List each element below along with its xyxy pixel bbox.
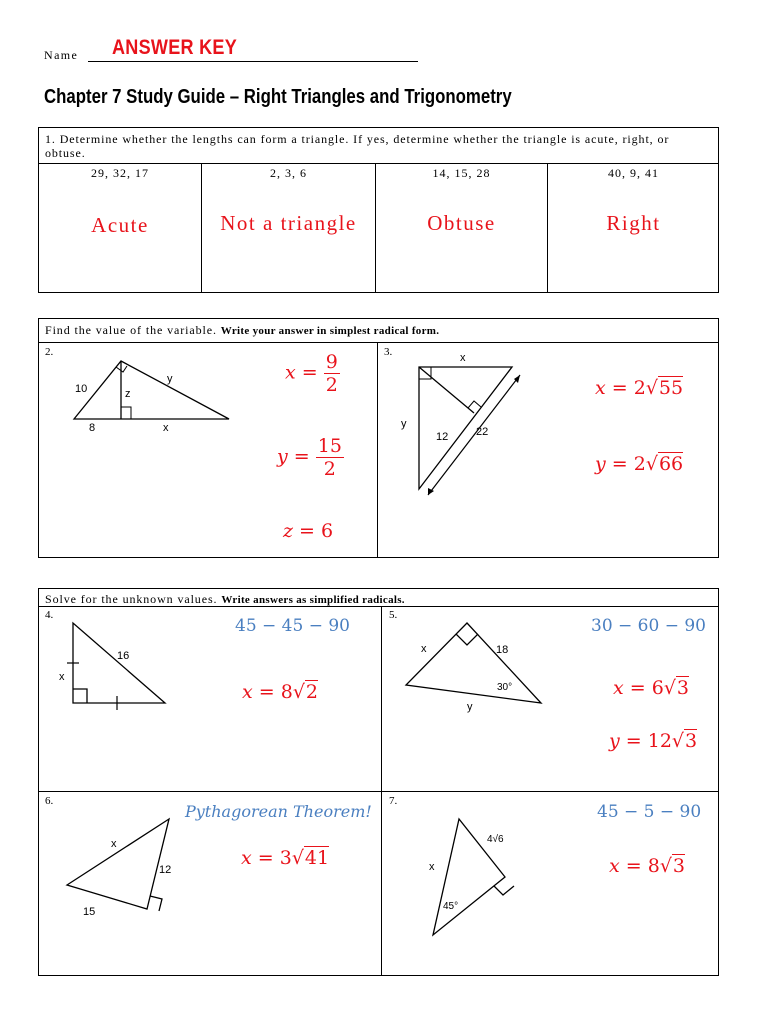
- section2-grid-line: [38, 342, 719, 343]
- section1-prompt: 1. Determine whether the lengths can form a triangle. If yes, determine whether the triangle is acute, right, or obtuse.: [45, 132, 670, 160]
- label-x: x: [111, 838, 117, 850]
- problem3-diagram: [394, 349, 529, 499]
- label-x: x: [421, 643, 427, 655]
- label-12: 12: [159, 864, 172, 876]
- label-y: y: [467, 701, 473, 713]
- section2-prompt-bold: Write your answer in simplest radical form.: [220, 325, 440, 337]
- answer-x: x = 8√2: [242, 681, 319, 703]
- classification-answer: Acute: [91, 213, 149, 237]
- problem-number: 7.: [389, 795, 398, 807]
- answer-y: y = 2√66: [595, 453, 684, 475]
- answer-y: y = 12√3: [609, 730, 698, 752]
- triangle-type-label: 45 − 5 − 90: [597, 802, 702, 822]
- y-coef: 2: [633, 453, 646, 475]
- label-4-root-6: 4√6: [487, 834, 504, 845]
- y-denominator: 2: [323, 458, 336, 480]
- label-12: 12: [436, 431, 449, 443]
- label-45-degrees: 45°: [443, 901, 459, 912]
- section3-grid-line: [38, 791, 719, 792]
- name-line: [88, 61, 418, 62]
- problem-number: 2.: [45, 346, 54, 358]
- label-22: 22: [476, 426, 489, 438]
- label-x: x: [429, 861, 435, 873]
- x-coef: 6: [651, 677, 664, 699]
- label-18: 18: [496, 644, 509, 656]
- problem-number: 4.: [45, 609, 54, 621]
- problem5-diagram: [401, 617, 551, 717]
- x-radicand: 55: [658, 377, 684, 399]
- lengths-label: 2, 3, 6: [270, 166, 307, 180]
- answer-x: x = 6√3: [613, 677, 690, 699]
- x-coef: 3: [279, 847, 292, 869]
- x-denominator: 2: [325, 374, 338, 396]
- x-radicand: 3: [676, 677, 690, 699]
- label-15: 15: [83, 906, 96, 918]
- x-coef: 8: [280, 681, 293, 703]
- label-x: x: [163, 422, 169, 434]
- x-radicand: 2: [305, 681, 319, 703]
- x-radicand: 41: [304, 847, 330, 869]
- answer-x: x = 8√3: [609, 855, 686, 877]
- label-y: y: [401, 418, 407, 430]
- section-solve-unknowns: [38, 588, 719, 976]
- label-10: 10: [75, 383, 88, 395]
- section-find-variable: [38, 318, 719, 558]
- answer-x: x = $\frac{9}{2}$: [285, 351, 338, 396]
- answer-x: x = 3√41: [241, 847, 330, 869]
- name-label: Name: [44, 48, 79, 62]
- classification-answer: Obtuse: [427, 211, 496, 235]
- y-radicand: 3: [685, 730, 698, 752]
- classification-answer: Not a triangle: [220, 211, 357, 235]
- z-value: 6: [321, 520, 334, 542]
- section2-prompt: [45, 323, 705, 338]
- problem6-diagram: [59, 811, 209, 921]
- problem4-diagram: [53, 617, 193, 717]
- label-30-degrees: 30°: [497, 682, 513, 693]
- problem7-diagram: [419, 811, 529, 941]
- label-x: x: [460, 352, 466, 364]
- label-y: y: [167, 373, 173, 385]
- lengths-label: 29, 32, 17: [91, 166, 149, 180]
- page-title: Chapter 7 Study Guide – Right Triangles and Trigonometry: [44, 86, 512, 108]
- x-radicand: 3: [672, 855, 686, 877]
- x-coef: 2: [633, 377, 646, 399]
- method-label: Pythagorean Theorem!: [185, 802, 372, 821]
- y-radicand: 66: [658, 453, 684, 475]
- section-classify-triangles: [38, 127, 719, 293]
- section3-prompt-bold: Write answers as simplified radicals.: [221, 594, 405, 606]
- answer-x: x = 2√55: [595, 377, 684, 399]
- answer-key: ANSWER KEY: [112, 36, 238, 59]
- problem-number: 3.: [384, 346, 393, 358]
- cell-divider: [377, 342, 378, 558]
- lengths-label: 14, 15, 28: [432, 166, 491, 180]
- classification-answer: Right: [606, 211, 661, 235]
- label-16: 16: [117, 650, 130, 662]
- triangle-type-label: 45 − 45 − 90: [235, 616, 350, 636]
- section3-prompt: [45, 592, 705, 607]
- y-coef: 12: [647, 730, 672, 752]
- cell-divider: [381, 606, 382, 976]
- label-8: 8: [89, 422, 96, 434]
- problem2-diagram: [69, 355, 269, 435]
- section3-grid-line: [38, 606, 719, 607]
- answer-y: y = $\frac{15}{2}$: [277, 435, 342, 480]
- y-numerator: 15: [317, 435, 342, 457]
- x-numerator: 9: [325, 351, 338, 373]
- problem-number: 5.: [389, 609, 398, 621]
- lengths-label: 40, 9, 41: [608, 166, 659, 180]
- section2-prompt-text: Find the value of the variable.: [45, 323, 217, 337]
- section3-prompt-text: Solve for the unknown values.: [45, 592, 218, 606]
- answer-z: z = 6: [283, 520, 334, 542]
- problem-number: 6.: [45, 795, 54, 807]
- x-coef: 8: [647, 855, 660, 877]
- label-z: z: [125, 388, 131, 400]
- triangle-type-label: 30 − 60 − 90: [591, 616, 706, 636]
- label-x: x: [59, 671, 65, 683]
